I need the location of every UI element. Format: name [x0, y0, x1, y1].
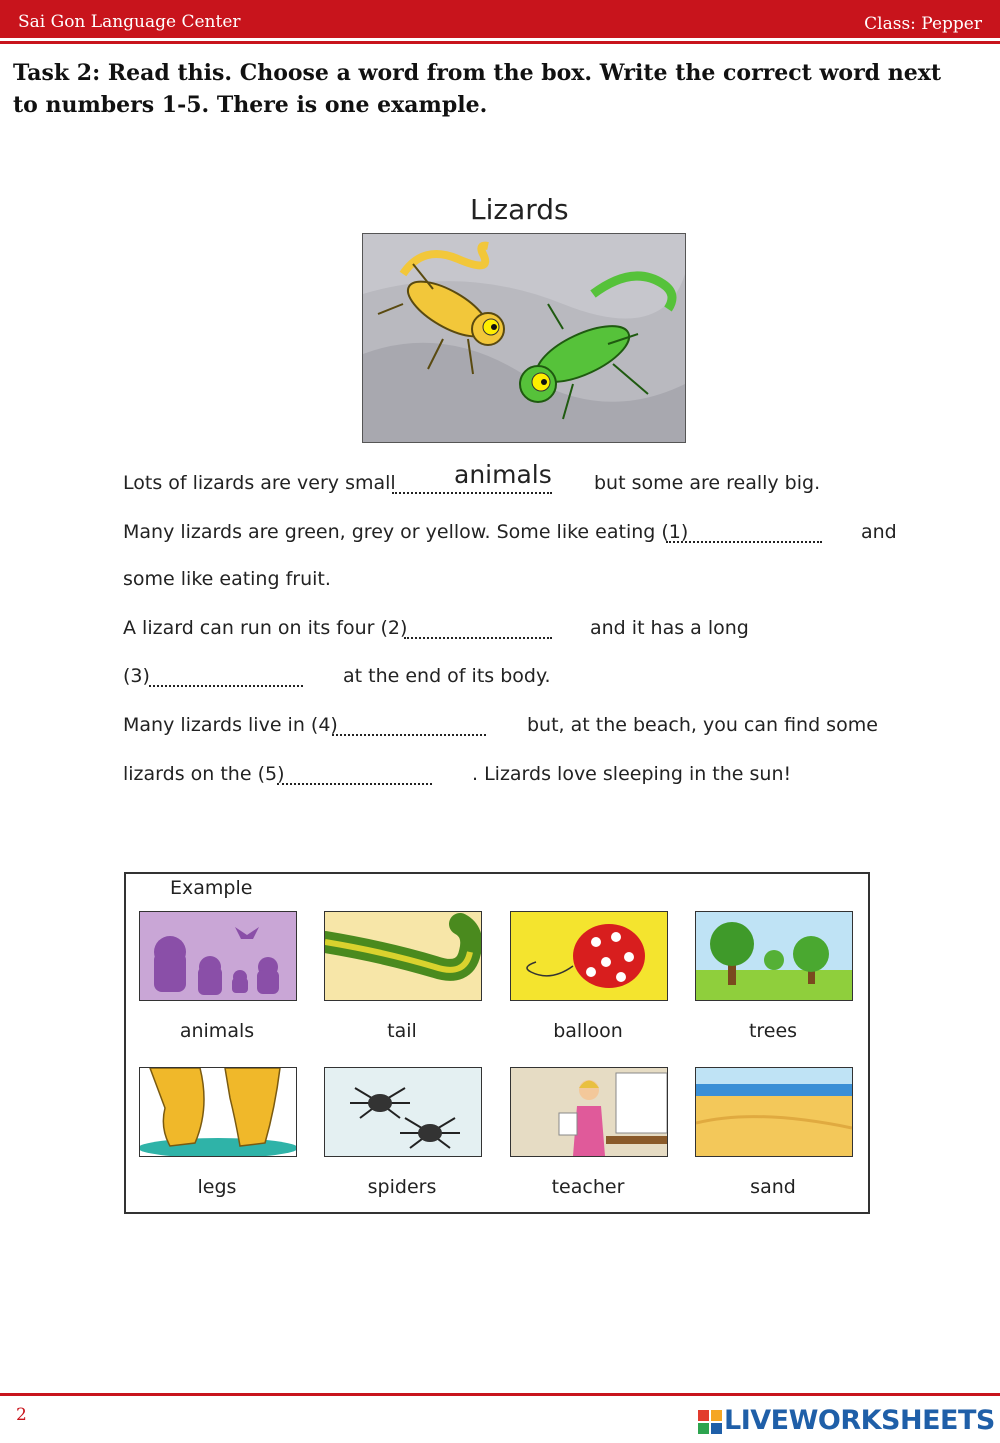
story-line-3b: and it has a long — [590, 617, 749, 639]
answer-blank-5[interactable] — [277, 783, 432, 785]
spiders-picture — [324, 1067, 482, 1157]
animals-picture — [139, 911, 297, 1001]
word-animals: animals — [179, 1020, 255, 1042]
liveworksheets-logo-icon — [698, 1410, 722, 1434]
word-balloon: balloon — [553, 1020, 623, 1042]
story-line-6a: lizards on the (5) — [123, 763, 285, 785]
word-spiders: spiders — [367, 1176, 437, 1198]
brand-name: LIVEWORKSHEETS — [724, 1405, 995, 1436]
answer-blank-3[interactable] — [149, 685, 303, 687]
header-divider — [0, 41, 1000, 44]
answer-blank-4[interactable] — [332, 734, 486, 736]
lizards-illustration — [362, 233, 686, 443]
answer-blank-1[interactable] — [666, 541, 822, 543]
word-sand: sand — [750, 1176, 796, 1198]
class-label: Class: Pepper — [864, 14, 982, 34]
story-line-6b: . Lizards love sleeping in the sun! — [472, 763, 792, 785]
story-line-2a: some like eating fruit. — [123, 568, 331, 590]
tail-picture — [324, 911, 482, 1001]
word-teacher: teacher — [551, 1176, 625, 1198]
story-line-5a: Many lizards live in (4) — [123, 714, 338, 736]
story-line-4b: at the end of its body. — [343, 665, 551, 687]
sand-picture — [695, 1067, 853, 1157]
teacher-picture — [510, 1067, 668, 1157]
center-name: Sai Gon Language Center — [18, 12, 241, 32]
word-tail: tail — [387, 1020, 417, 1042]
legs-picture — [139, 1067, 297, 1157]
word-legs: legs — [197, 1176, 237, 1198]
story-line-0b: but some are really big. — [594, 472, 821, 494]
example-label: Example — [170, 877, 253, 899]
footer-divider — [0, 1393, 1000, 1396]
trees-picture — [695, 911, 853, 1001]
header-bar — [0, 0, 1000, 38]
story-line-0a: Lots of lizards are very small — [123, 472, 396, 494]
story-line-1a: Many lizards are green, grey or yellow. Some like eating (1) — [123, 521, 689, 543]
word-trees: trees — [748, 1020, 798, 1042]
answer-blank-2[interactable] — [404, 637, 552, 639]
example-answer: animals — [454, 460, 552, 489]
story-line-5b: but, at the beach, you can find some — [527, 714, 878, 736]
story-line-3a: A lizard can run on its four (2) — [123, 617, 408, 639]
story-line-4a: (3) — [123, 665, 150, 687]
example-blank — [392, 492, 552, 494]
task-instructions: Task 2: Read this. Choose a word from the box. Write the correct word next to numbers 1-5. There is one example. — [13, 60, 941, 118]
story-line-1b: and — [861, 521, 897, 543]
balloon-picture — [510, 911, 668, 1001]
story-title: Lizards — [470, 193, 569, 226]
page-number: 2 — [16, 1405, 27, 1425]
